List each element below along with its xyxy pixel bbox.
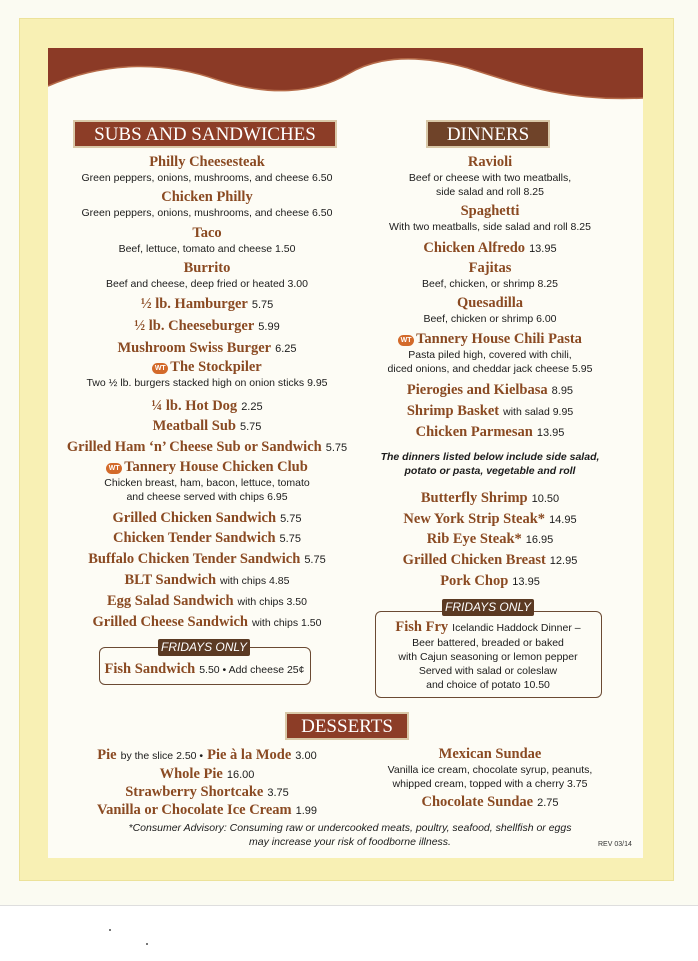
item-price: 10.50 — [531, 493, 560, 505]
menu-item-ravioli — [374, 154, 606, 199]
item-title: Buffalo Chicken Tender Sandwich — [88, 551, 301, 567]
item-title: Taco — [192, 225, 222, 241]
item-title: Fish Fry — [395, 619, 449, 635]
item-title: Whole Pie — [159, 766, 223, 782]
item-extra: with chips 1.50 — [252, 617, 322, 629]
menu-item-grilled-chicken-sandwich — [62, 509, 352, 527]
menu-item-chocolate-sundae — [374, 793, 606, 811]
item-price: 13.95 — [512, 576, 540, 588]
menu-item-ice-cream — [62, 801, 352, 819]
menu-item-buffalo-chicken-tender — [62, 550, 352, 568]
scan-speck — [109, 929, 111, 931]
menu-item-chili-pasta — [374, 331, 606, 376]
desserts-header: DESSERTS — [285, 712, 409, 740]
menu-item-chicken-alfredo — [374, 239, 606, 257]
menu-item-rib-eye — [374, 530, 606, 548]
item-description: whipped cream, topped with a cherry 3.75 — [392, 778, 588, 790]
menu-item-blt — [62, 571, 352, 589]
item-title: ¼ lb. Hot Dog — [151, 398, 238, 414]
item-title: Chicken Parmesan — [415, 424, 533, 440]
item-price: 5.75 — [280, 513, 302, 525]
item-title: Grilled Cheese Sandwich — [92, 614, 248, 630]
item-description: Two ½ lb. burgers stacked high on onion sticks 9.95 — [86, 377, 328, 389]
menu-item-spaghetti — [374, 203, 606, 234]
menu-item-egg-salad — [62, 592, 352, 610]
menu-item-hot-dog — [62, 397, 352, 415]
item-description: Green peppers, onions, mushrooms, and cheese 6.50 — [81, 207, 333, 219]
item-title: Strawberry Shortcake — [125, 784, 264, 800]
item-title: Fish Sandwich — [104, 661, 196, 677]
consumer-advisory: *Consumer Advisory: Consuming raw or undercooked meats, poultry, seafood, shellfish or eggs may increase your risk of foodborne illness. — [128, 822, 572, 848]
item-price: 1.99 — [295, 805, 318, 817]
item-price: 2.25 — [241, 401, 263, 413]
item-description: Beef, lettuce, tomato and cheese 1.50 — [118, 243, 296, 255]
scan-bottom-strip — [0, 905, 698, 961]
item-price: 5.75 — [279, 533, 301, 545]
item-title: Grilled Ham ‘n’ Cheese Sub or Sandwich — [66, 439, 322, 455]
item-title: Philly Cheesesteak — [149, 154, 265, 170]
item-title: Mushroom Swiss Burger — [117, 340, 272, 356]
menu-item-taco — [62, 225, 352, 256]
item-title: Chicken Tender Sandwich — [113, 530, 276, 546]
item-title: Pierogies and Kielbasa — [406, 382, 548, 398]
menu-item-philly-cheesesteak — [62, 154, 352, 185]
house-special-icon: WT — [398, 335, 414, 346]
item-description: With two meatballs, side salad and roll 8.25 — [389, 221, 591, 233]
item-title: Ravioli — [467, 154, 513, 170]
item-title: Fajitas — [468, 260, 512, 276]
item-title: Mexican Sundae — [438, 746, 542, 762]
menu-item-chicken-philly — [62, 189, 352, 220]
dinner-inclusions-note: The dinners listed below include side salad, potato or pasta, vegetable and roll — [380, 451, 600, 477]
item-description: Green peppers, onions, mushrooms, and cheese 6.50 — [81, 172, 333, 184]
menu-item-quesadilla — [374, 295, 606, 326]
item-title: ½ lb. Cheeseburger — [134, 318, 255, 334]
item-title: Spaghetti — [460, 203, 520, 219]
menu-item-grilled-chicken-breast — [374, 551, 606, 569]
item-title: BLT Sandwich — [124, 572, 217, 588]
menu-item-stockpiler — [62, 359, 352, 390]
item-title: Tannery House Chicken Club — [124, 459, 308, 475]
item-title: Burrito — [183, 260, 231, 276]
item-price: 5.50 • Add cheese 25¢ — [199, 664, 305, 676]
fridays-only-tag: FRIDAYS ONLY — [442, 599, 534, 616]
item-title: Rib Eye Steak* — [426, 531, 522, 547]
item-price: 13.95 — [536, 427, 565, 439]
item-description: Served with salad or coleslaw — [418, 665, 558, 677]
menu-item-cheeseburger — [62, 317, 352, 335]
item-title: Pie — [97, 747, 117, 763]
item-title: Quesadilla — [456, 295, 524, 311]
menu-item-pierogies — [374, 381, 606, 399]
menu-item-chicken-tender-sandwich — [62, 529, 352, 547]
item-title: Pork Chop — [440, 573, 509, 589]
item-description: Icelandic Haddock Dinner – — [452, 622, 581, 634]
decorative-top-band — [48, 48, 643, 108]
item-title: ½ lb. Hamburger — [140, 296, 248, 312]
fridays-only-tag: FRIDAYS ONLY — [158, 639, 250, 656]
menu-item-shrimp-basket — [374, 402, 606, 420]
item-price: 5.99 — [258, 321, 280, 333]
house-special-icon: WT — [106, 463, 122, 474]
menu-item-tannery-chicken-club — [62, 459, 352, 504]
menu-item-butterfly-shrimp — [374, 489, 606, 507]
item-extra: with salad 9.95 — [503, 406, 574, 418]
item-price: 14.95 — [549, 514, 577, 526]
menu-item-ny-strip — [374, 510, 606, 528]
item-title: Grilled Chicken Breast — [402, 552, 546, 568]
item-title: Pie à la Mode — [207, 747, 292, 763]
fridays-only-box-dinners — [375, 611, 602, 698]
menu-item-fajitas — [374, 260, 606, 291]
item-title: Butterfly Shrimp — [420, 490, 528, 506]
menu-item-chicken-parmesan — [374, 423, 606, 441]
item-title: Vanilla or Chocolate Ice Cream — [96, 802, 292, 818]
item-extra: by the slice 2.50 • — [120, 750, 204, 762]
menu-item-shortcake — [62, 783, 352, 801]
item-title: New York Strip Steak* — [403, 511, 546, 527]
item-description: Beef, chicken or shrimp 6.00 — [423, 313, 557, 325]
menu-item-hamburger — [62, 295, 352, 313]
item-description: Beer battered, breaded or baked — [412, 637, 564, 649]
item-title: Chicken Alfredo — [423, 240, 526, 256]
item-title: Tannery House Chili Pasta — [416, 331, 582, 347]
item-title: Egg Salad Sandwich — [107, 593, 234, 609]
item-price: 13.95 — [529, 243, 557, 255]
item-description: and choice of potato 10.50 — [426, 679, 550, 691]
dinners-header: DINNERS — [426, 120, 550, 148]
item-price: 2.75 — [537, 797, 559, 809]
item-title: Chocolate Sundae — [421, 794, 534, 810]
item-description: Vanilla ice cream, chocolate syrup, peanuts, — [387, 764, 593, 776]
item-title: Shrimp Basket — [406, 403, 500, 419]
item-extra: with chips 4.85 — [220, 575, 290, 587]
item-description: Beef, chicken, or shrimp 8.25 — [422, 278, 558, 290]
menu-item-grilled-cheese — [62, 613, 352, 631]
item-description: Beef or cheese with two meatballs, — [408, 172, 572, 184]
menu-item-mexican-sundae — [374, 746, 606, 791]
subs-header: SUBS AND SANDWICHES — [73, 120, 337, 148]
scan-speck — [146, 943, 148, 945]
item-price: 8.95 — [551, 385, 574, 397]
menu-item-pork-chop — [374, 572, 606, 590]
item-title: The Stockpiler — [170, 359, 262, 375]
item-description: Beef and cheese, deep fried or heated 3.00 — [106, 278, 308, 290]
item-title: Meatball Sub — [152, 418, 236, 434]
item-price: 5.75 — [251, 299, 274, 311]
item-title: Grilled Chicken Sandwich — [112, 510, 277, 526]
item-description: Chicken breast, ham, bacon, lettuce, tomato — [104, 477, 310, 489]
house-special-icon: WT — [152, 363, 168, 374]
item-price: 16.95 — [525, 534, 554, 546]
item-title: Chicken Philly — [161, 189, 253, 205]
item-price: 3.00 — [295, 750, 317, 762]
item-extra: with chips 3.50 — [237, 596, 307, 608]
item-description: Pasta piled high, covered with chili, — [408, 349, 572, 361]
item-description: diced onions, and cheddar jack cheese 5.95 — [387, 363, 593, 375]
item-price: 16.00 — [226, 769, 255, 781]
menu-item-burrito — [62, 260, 352, 291]
item-description: side salad and roll 8.25 — [436, 186, 544, 198]
menu-item-whole-pie — [62, 765, 352, 783]
item-description: with Cajun seasoning or lemon pepper — [398, 651, 578, 663]
revision-code: REV 03/14 — [598, 841, 632, 848]
item-price: 5.75 — [325, 442, 348, 454]
item-price: 5.75 — [304, 554, 326, 566]
item-price: 5.75 — [239, 421, 262, 433]
menu-item-pie — [62, 746, 352, 764]
menu-item-grilled-ham — [62, 438, 352, 456]
item-price: 12.95 — [549, 555, 578, 567]
item-description: and cheese served with chips 6.95 — [126, 491, 288, 503]
item-price: 6.25 — [275, 343, 297, 355]
item-price: 3.75 — [267, 787, 289, 799]
menu-item-mushroom-swiss — [62, 339, 352, 357]
menu-item-meatball-sub — [62, 417, 352, 435]
